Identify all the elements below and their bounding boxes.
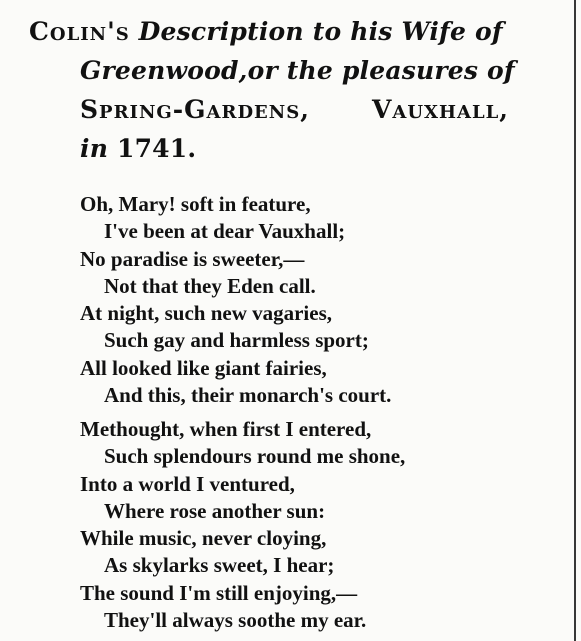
title-vauxhall: Vauxhall, [371, 95, 509, 124]
title-name: Colin's [29, 17, 130, 46]
verse-line: All looked like giant fairies, [80, 355, 327, 380]
title-line-2-inner [80, 51, 515, 90]
title-pleasures: or the pleasures of [247, 56, 515, 85]
verse-line: And this, their monarch's court. [104, 383, 392, 408]
title-line-1 [29, 12, 559, 51]
title-in: in [80, 134, 109, 163]
verse-line: The sound I'm still enjoying,— [80, 580, 358, 605]
title-spring-gardens: Spring-Gardens, [80, 95, 310, 124]
verse-line: Into a world I ventured, [80, 471, 295, 496]
title-line-2 [29, 51, 559, 90]
verse-line: Methought, when first I entered, [80, 417, 372, 441]
stanza-1 [80, 191, 550, 409]
poem-title [29, 12, 559, 168]
title-year: 1741. [116, 134, 197, 163]
verse-line: Such splendours round me shone, [104, 444, 406, 469]
verse-line: Oh, Mary! soft in feature, [80, 192, 311, 216]
verse-line: While music, never cloying, [80, 526, 327, 551]
stanza-2 [80, 416, 550, 634]
verse-line: No paradise is sweeter,— [80, 246, 305, 271]
title-greenwood: Greenwood, [80, 56, 248, 85]
verse-line: They'll always soothe my ear. [104, 608, 367, 633]
verse-line: Where rose another sun: [104, 498, 326, 523]
verse-line: At night, such new vagaries, [80, 301, 333, 326]
title-line-3 [29, 90, 559, 129]
title-line-3-inner [80, 90, 509, 129]
verse-line: As skylarks sweet, I hear; [104, 553, 335, 578]
verse-line: Such gay and harmless sport; [104, 328, 369, 353]
verse-line: Not that they Eden call. [104, 273, 316, 298]
verse-line: I've been at dear Vauxhall; [104, 219, 346, 244]
title-line-4 [29, 129, 559, 168]
title-description: Description to his Wife of [138, 17, 503, 46]
column-rule [574, 0, 576, 641]
